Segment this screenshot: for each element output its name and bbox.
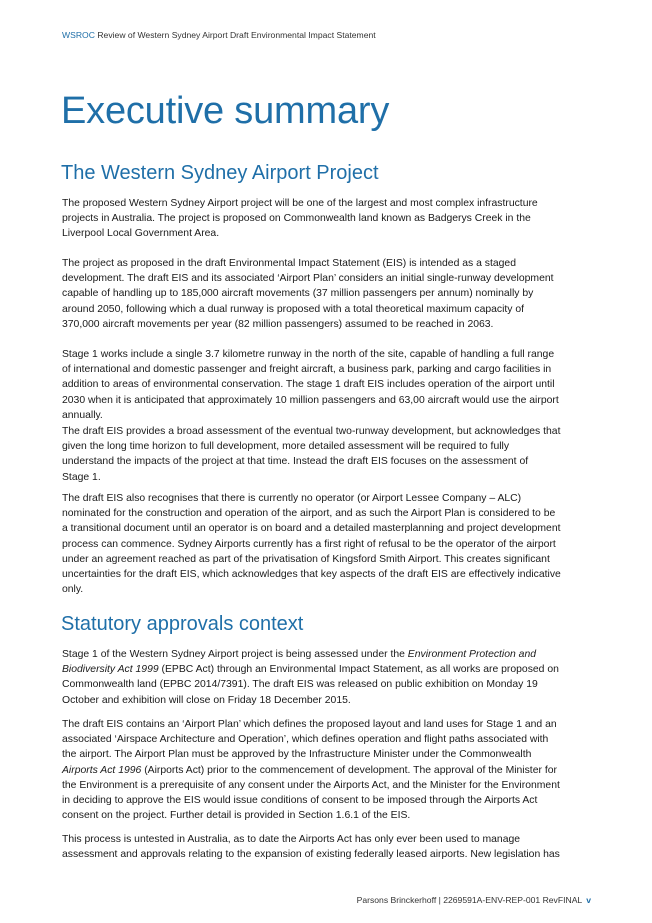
header-org: WSROC [62,30,95,40]
paragraph-line: 2030 when it is anticipated that approximately 10 million passengers and 63,00 aircraft would use the airport [62,394,559,406]
paragraph-line: under an agreement reached as part of the privatisation of Kingsford Smith Airport. This creates significant [62,553,550,565]
paragraph-line: Stage 1 of the Western Sydney Airport project is being assessed under the Environment Protection and [62,649,537,660]
paragraph-line: October and exhibition will close on Friday 18 December 2015. [62,694,351,706]
paragraph-line: The draft EIS contains an ‘Airport Plan’ which defines the proposed layout and land uses for Stage 1 and an [62,719,557,730]
paragraph-line: This process is untested in Australia, as to date the Airports Act has only ever been used to manage [62,834,521,845]
paragraph-line: Stage 1 works include a single 3.7 kilometre runway in the north of the site, capable of handling a full range [62,349,555,360]
paragraph-line: understand the impacts of the project at that time. Instead the draft EIS focuses on the assessment of [62,456,529,468]
paragraph-line: the airport. The Airport Plan must be approved by the Infrastructure Minister under the Commonwealth [62,749,532,761]
paragraph-line: nominated for the construction and operation of the airport, and as such the Airport Plan is considered to be [62,508,556,520]
paragraph-line: only. [62,584,84,596]
paragraph-epbc [62,647,592,708]
paragraph-line: Liverpool Local Government Area. [62,228,220,240]
section-heading-project: The Western Sydney Airport Project [61,162,379,184]
paragraph-broad-assessment [62,424,592,485]
paragraph-line: development. The draft EIS and its associated ‘Airport Plan’ considers an initial single-runway development [62,273,554,285]
paragraph-staged-development [62,256,592,332]
paragraph-line: Airports Act 1996 (Airports Act) prior to the commencement of development. The approval of the Minister for [62,764,557,776]
paragraph-line: Biodiversity Act 1999 (EPBC Act) through an Environmental Impact Statement, as all works are proposed on [62,664,559,676]
paragraph-line: of international and domestic passenger and freight aircraft, a business park, parking and cargo facilities in [62,364,552,376]
paragraph-line: given the long time horizon to full development, more detailed assessment will be required to fully [62,441,510,453]
paragraph-line: consent on the project. Further detail is provided in Section 1.6.1 of the EIS. [62,810,411,822]
paragraph-line: uncertainties for the draft EIS, which acknowledges that key aspects of the draft EIS are effectively indicative [62,569,561,581]
paragraph-line: Stage 1. [62,471,101,483]
paragraph-line: associated ‘Airspace Architecture and Operation’, which defines operation and flight paths associated with [62,734,549,746]
paragraph-line: The project as proposed in the draft Environmental Impact Statement (EIS) is intended as a staged [62,258,516,269]
page-number: v [586,895,591,905]
paragraph-line: The proposed Western Sydney Airport project will be one of the largest and most complex infrastructure [62,198,538,209]
page-title: Executive summary [61,90,390,132]
paragraph-line: around 2050, following which a dual runway is proposed with a total theoretical maximum capacity of [62,303,525,315]
page-footer [357,895,591,905]
paragraph-line: in deciding to approve the EIS would issue conditions of consent to be imposed through the Airports Act [62,795,538,807]
header-title: Review of Western Sydney Airport Draft Environmental Impact Statement [97,30,376,40]
paragraph-stage1-works [62,347,592,423]
paragraph-intro [62,196,592,242]
paragraph-line: annually. [62,409,103,421]
section-heading-approvals: Statutory approvals context [61,613,304,635]
paragraph-airport-plan [62,717,592,823]
paragraph-line: Commonwealth land (EPBC 2014/7391). The draft EIS was released on public exhibition on Monday 19 [62,679,538,691]
paragraph-line: a transitional document until an operator is on board and a detailed masterplanning and project development [62,523,561,535]
paragraph-line: assessment and approvals relating to the expansion of existing federally leased airports. New legislation has [62,849,560,861]
paragraph-line: the Environment is a prerequisite of any consent under the Airports Act, and the Minister for the Environment [62,779,560,791]
paragraph-line: addition to areas of environmental conservation. The stage 1 draft EIS includes operation of the airport until [62,379,555,391]
page-header [62,30,376,40]
paragraph-line: projects in Australia. The project is proposed on Commonwealth land known as Badgerys Creek in the [62,213,531,225]
paragraph-line: The draft EIS also recognises that there is currently no operator (or Airport Lessee Company – ALC) [62,493,522,504]
paragraph-line: capable of handling up to 185,000 aircraft movements (37 million passengers per annum) nominally by [62,288,534,300]
paragraph-operator [62,491,592,597]
paragraph-line: process can commence. Sydney Airports currently has a first right of refusal to be the operator of the airport [62,538,556,550]
paragraph-untested [62,832,592,862]
paragraph-line: 370,000 aircraft movements per year (82 million passengers) assumed to be reached in 2063. [62,318,494,330]
footer-text: Parsons Brinckerhoff | 2269591A-ENV-REP-001 RevFINAL [356,895,583,905]
paragraph-line: The draft EIS provides a broad assessment of the eventual two-runway development, but acknowledges that [62,426,561,437]
